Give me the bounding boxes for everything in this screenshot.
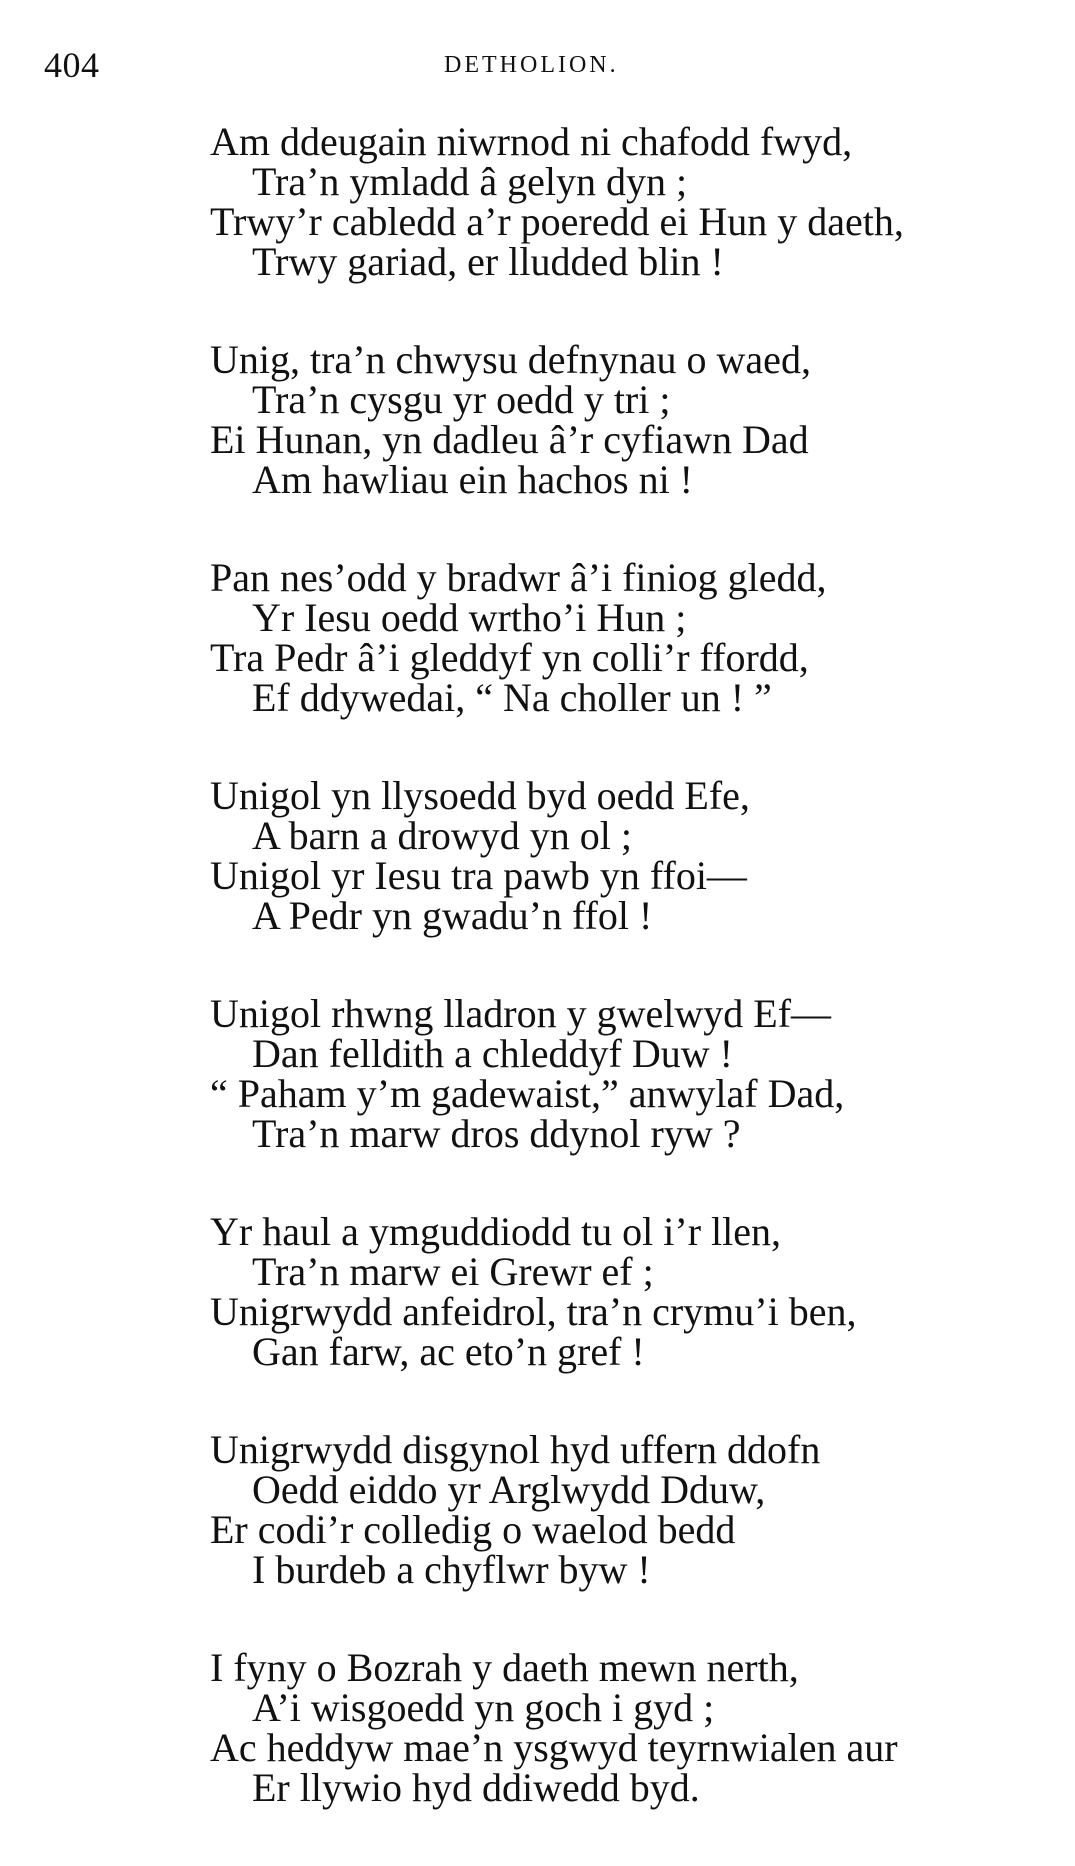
stanza-6: [210, 1209, 1030, 1374]
poem-line: A barn a drowyd yn ol ;: [252, 813, 632, 858]
poem-line: Unigrwydd disgynol hyd uffern ddofn: [210, 1427, 821, 1472]
poem-line: Oedd eiddo yr Arglwydd Dduw,: [252, 1467, 766, 1512]
running-title: DETHOLION.: [444, 52, 619, 78]
poem-line: I burdeb a chyflwr byw !: [252, 1547, 651, 1592]
stanza-3: [210, 555, 1030, 720]
poem-line: Tra’n ymladd â gelyn dyn ;: [252, 159, 688, 204]
poem-line: Yr Iesu oedd wrtho’i Hun ;: [252, 595, 687, 640]
poem-line: Unig, tra’n chwysu defnynau o waed,: [210, 337, 811, 382]
poem-line: Tra’n cysgu yr oedd y tri ;: [252, 377, 671, 422]
poem-line: “ Paham y’m gadewaist,” anwylaf Dad,: [210, 1071, 845, 1116]
poem-line: Er llywio hyd ddiwedd byd.: [252, 1765, 700, 1810]
poem-line: Unigrwydd anfeidrol, tra’n crymu’i ben,: [210, 1289, 857, 1334]
poem: [210, 119, 1030, 1866]
poem-line: I fyny o Bozrah y daeth mewn nerth,: [210, 1645, 799, 1690]
page-number: 404: [44, 45, 100, 85]
poem-line: Pan nes’odd y bradwr â’i finiog gledd,: [210, 555, 827, 600]
poem-line: Yr haul a ymguddiodd tu ol i’r llen,: [210, 1209, 782, 1254]
poem-line: Trwy gariad, er lludded blin !: [252, 239, 724, 284]
poem-line: Gan farw, ac eto’n gref !: [252, 1329, 645, 1374]
poem-line: Ef ddywedai, “ Na choller un ! ”: [252, 675, 772, 720]
poem-line: Tra’n marw ei Grewr ef ;: [252, 1249, 654, 1294]
poem-line: Unigol rhwng lladron y gwelwyd Ef—: [210, 991, 832, 1036]
poem-line: Dan felldith a chleddyf Duw !: [252, 1031, 733, 1076]
stanza-5: [210, 991, 1030, 1156]
poem-line: Am hawliau ein hachos ni !: [252, 457, 693, 502]
page-header: [44, 44, 1031, 92]
poem-line: Ei Hunan, yn dadleu â’r cyfiawn Dad: [210, 417, 809, 462]
stanza-2: [210, 337, 1030, 502]
stanza-4: [210, 773, 1030, 938]
poem-line: Unigol yn llysoedd byd oedd Efe,: [210, 773, 750, 818]
poem-line: Am ddeugain niwrnod ni chafodd fwyd,: [210, 119, 853, 164]
poem-line: A Pedr yn gwadu’n ffol !: [252, 893, 653, 938]
poem-line: Tra’n marw dros ddynol ryw ?: [252, 1111, 741, 1156]
stanza-1: [210, 119, 1030, 284]
poem-line: Trwy’r cabledd a’r poeredd ei Hun y daeth,: [210, 199, 904, 244]
poem-line: Unigol yr Iesu tra pawb yn ffoi—: [210, 853, 747, 898]
stanza-7: [210, 1427, 1030, 1592]
stanza-8: [210, 1645, 1030, 1810]
poem-line: Ac heddyw mae’n ysgwyd teyrnwialen aur: [210, 1725, 898, 1770]
poem-line: Er codi’r colledig o waelod bedd: [210, 1507, 736, 1552]
poem-line: A’i wisgoedd yn goch i gyd ;: [252, 1685, 715, 1730]
poem-line: Tra Pedr â’i gleddyf yn colli’r ffordd,: [210, 635, 809, 680]
